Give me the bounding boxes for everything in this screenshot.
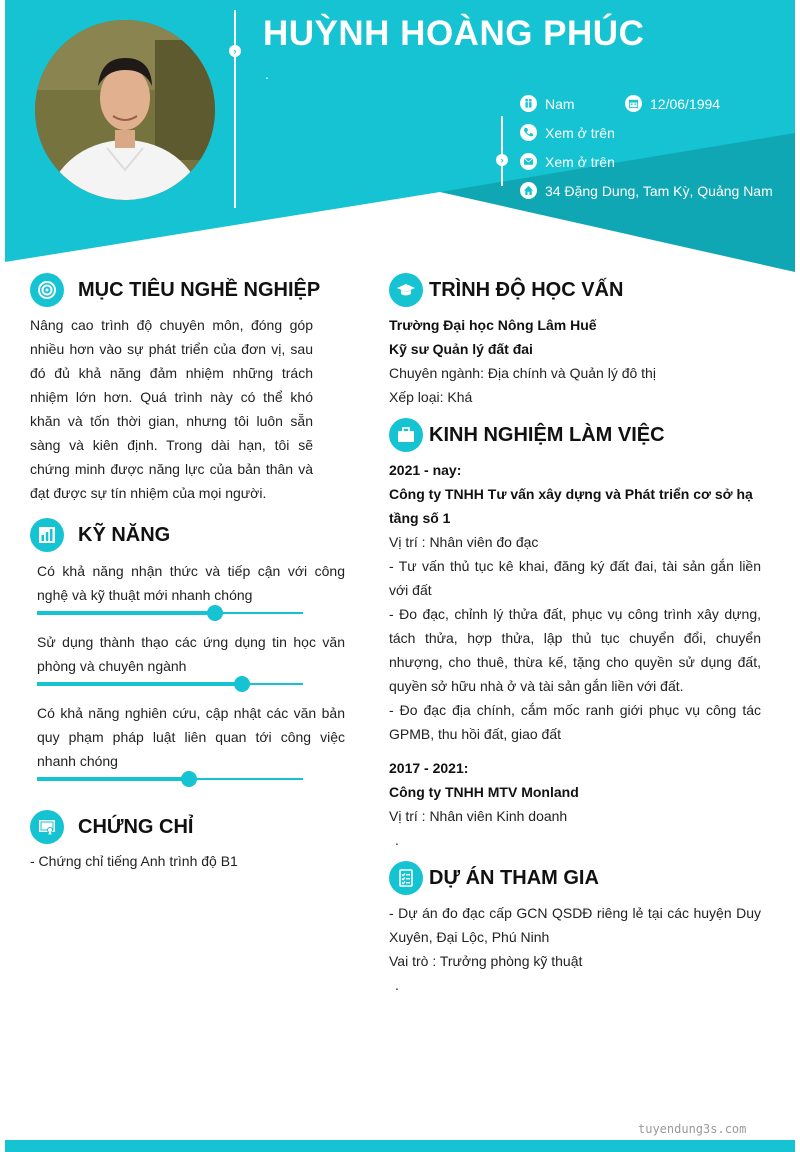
skill-level-fill — [37, 611, 215, 615]
objective-title: MỤC TIÊU NGHỀ NGHIỆP — [78, 278, 321, 301]
project-role: Vai trò : Trưởng phòng kỹ thuật — [389, 953, 583, 969]
job-duty: - Tư vấn thủ tục kê khai, đăng ký đất đai, tài sản gắn liền với đất — [389, 558, 761, 598]
skills-title: KỸ NĂNG — [78, 523, 171, 546]
education-heading — [389, 273, 623, 307]
graduation-cap-icon — [389, 273, 423, 307]
footer-bar — [5, 1140, 795, 1152]
job-company: Công ty TNHH Tư vấn xây dựng và Phát triển cơ sở hạ tầng số 1 — [389, 486, 753, 526]
experience-heading — [389, 418, 665, 452]
address-text: 34 Đặng Dung, Tam Kỳ, Quảng Nam — [545, 182, 773, 199]
header-divider — [234, 10, 236, 208]
projects-heading — [389, 861, 599, 895]
job-period: 2017 - 2021: — [389, 760, 469, 776]
address-info — [520, 182, 773, 199]
job-note: . — [395, 832, 399, 848]
skill-level-fill — [37, 777, 189, 781]
skill-item-text: Sử dụng thành thạo các ứng dụng tin học văn phòng và chuyên ngành — [37, 634, 345, 674]
gender-text: Nam — [545, 95, 575, 112]
contact-divider — [501, 116, 503, 186]
briefcase-icon — [389, 418, 423, 452]
birthdate-info — [625, 95, 720, 112]
skill-level-fill — [37, 682, 242, 686]
education-school: Trường Đại học Nông Lâm Huế — [389, 317, 597, 333]
job-period: 2021 - nay: — [389, 462, 462, 478]
email-icon — [520, 153, 537, 170]
skills-heading — [30, 518, 170, 552]
certificate-item: - Chứng chỉ tiếng Anh trình độ B1 — [30, 853, 238, 869]
target-icon — [30, 273, 64, 307]
skill-level-bar — [37, 612, 303, 614]
birthdate-text: 12/06/1994 — [650, 95, 721, 112]
home-icon — [520, 182, 537, 199]
gender-info — [520, 95, 575, 112]
certificates-title: CHỨNG CHỈ — [78, 815, 194, 838]
job-duty: - Đo đạc địa chính, cắm mốc ranh giới phục vụ công tác GPMB, thu hồi đất, giao đất — [389, 702, 761, 742]
job-position: Vị trí : Nhân viên Kinh doanh — [389, 808, 568, 824]
calendar-icon — [625, 95, 642, 112]
projects-title: DỰ ÁN THAM GIA — [429, 866, 599, 889]
phone-text: Xem ở trên — [545, 124, 615, 141]
skill-level-knob — [207, 605, 223, 621]
job-company: Công ty TNHH MTV Monland — [389, 784, 579, 800]
checklist-icon — [389, 861, 423, 895]
email-info — [520, 153, 615, 170]
job-position: Vị trí : Nhân viên đo đạc — [389, 534, 539, 550]
certificates-heading — [30, 810, 193, 844]
experience-title: KINH NGHIỆM LÀM VIỆC — [429, 423, 665, 446]
project-description: - Dự án đo đạc cấp GCN QSDĐ riêng lẻ tại các huyện Duy Xuyên, Đại Lộc, Phú Ninh — [389, 905, 761, 945]
education-major: Chuyên ngành: Địa chính và Quản lý đô thị — [389, 365, 656, 381]
skill-level-knob — [234, 676, 250, 692]
candidate-name: HUỲNH HOÀNG PHÚC — [263, 14, 645, 53]
education-title: TRÌNH ĐỘ HỌC VẤN — [429, 278, 624, 301]
education-rank: Xếp loại: Khá — [389, 389, 473, 405]
candidate-subtitle: . — [265, 66, 269, 82]
email-text: Xem ở trên — [545, 153, 615, 170]
skill-level-bar — [37, 778, 303, 780]
project-note: . — [395, 977, 399, 993]
skill-item-text: Có khả năng nhận thức và tiếp cận với công nghệ và kỹ thuật mới nhanh chóng — [37, 563, 345, 603]
skill-level-bar — [37, 683, 303, 685]
education-degree: Kỹ sư Quản lý đất đai — [389, 341, 533, 357]
objective-heading — [30, 273, 320, 307]
objective-text: Nâng cao trình độ chuyên môn, đóng góp nhiều hơn vào sự phát triển của đơn vị, sau đó đủ khả năng đảm nhiệm những trách nhiệm lớn hơn. Quá trình này có thể khó khăn và tốn thời gian, nhưng tôi luôn sẵn sàng và kiên định. Trong dài hạn, tôi sẽ chứng minh được năng lực của bản thân và đạt được sự tín nhiệm của mọi người. — [30, 317, 313, 501]
gender-icon — [520, 95, 537, 112]
profile-photo — [35, 20, 215, 200]
phone-info — [520, 124, 615, 141]
certificate-icon — [30, 810, 64, 844]
skill-item-text: Có khả năng nghiên cứu, cập nhật các văn bản quy phạm pháp luật liên quan tới công việc nhanh chóng — [37, 705, 345, 769]
bar-chart-icon — [30, 518, 64, 552]
skill-level-knob — [181, 771, 197, 787]
job-duty: - Đo đạc, chỉnh lý thửa đất, phục vụ công trình xây dựng, tách thửa, hợp thửa, lập thủ tục chuyển đổi, chuyển nhượng, cho thuê, thừa kế, tặng cho quyền sử dụng đất, quyền sở hữu nhà ở và tài sản gắn liền với đất. — [389, 606, 761, 694]
watermark-text: tuyendung3s.com — [638, 1122, 747, 1136]
chevron-right-icon: › — [496, 154, 508, 166]
chevron-right-icon: › — [229, 45, 241, 57]
phone-icon — [520, 124, 537, 141]
